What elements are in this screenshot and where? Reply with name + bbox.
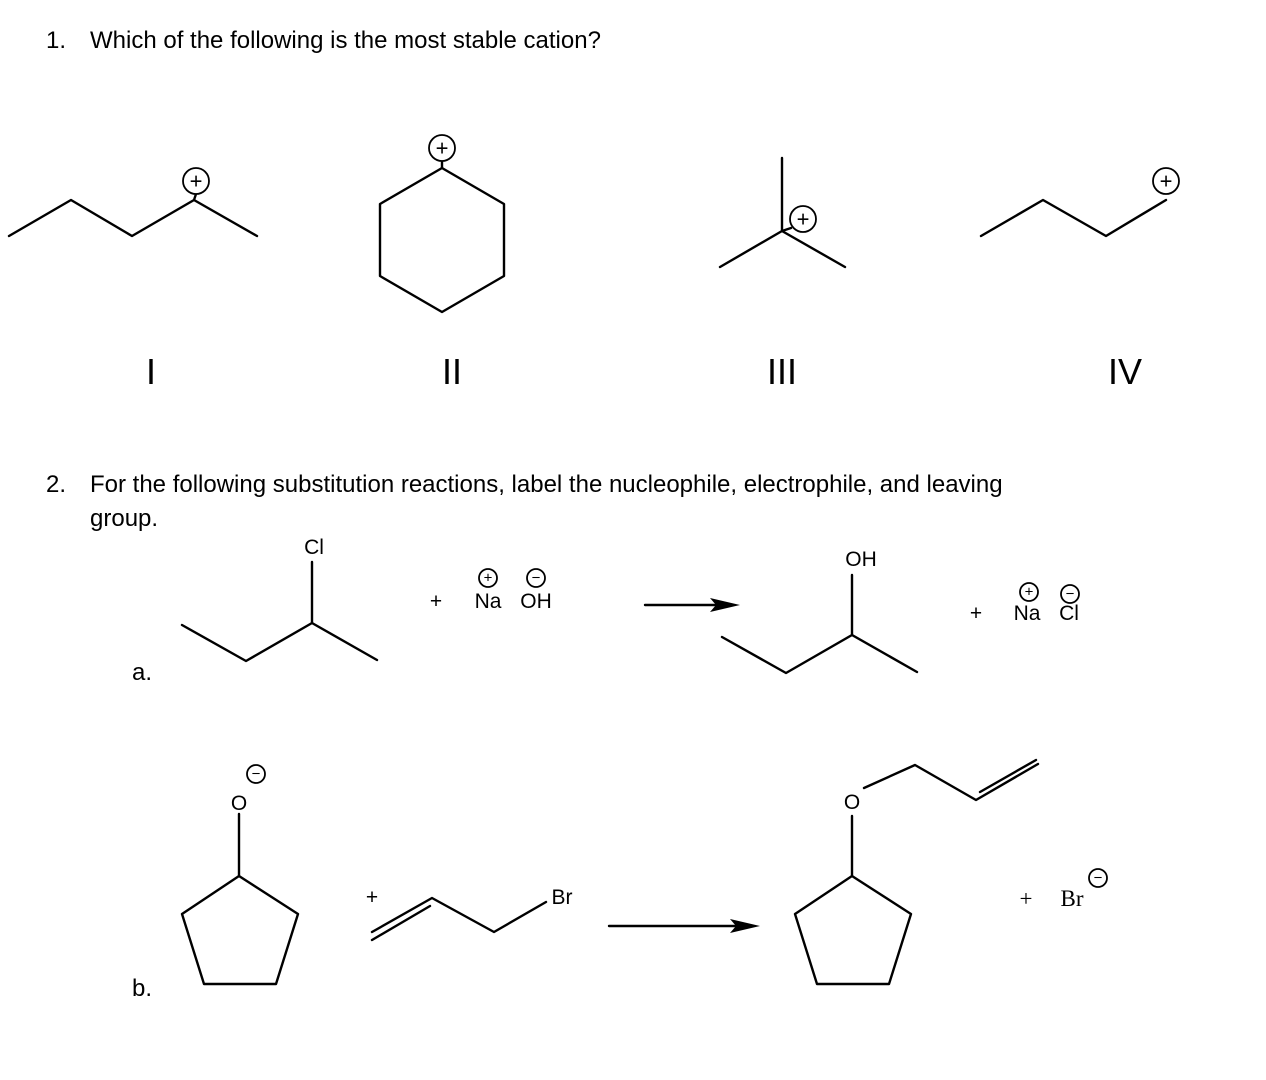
- plus-charge-symbol: +: [483, 569, 493, 587]
- minus-charge-symbol: −: [531, 569, 541, 587]
- plus-charge-symbol: +: [796, 206, 810, 232]
- reaction-b-byproduct-plus-sign: +: [1019, 886, 1033, 911]
- option-label-I: I: [145, 351, 157, 392]
- part-label-a: a.: [132, 659, 153, 686]
- plus-charge-symbol: +: [1159, 168, 1173, 194]
- question-number: 2.: [46, 471, 67, 498]
- structure-IV-chain: [981, 200, 1166, 236]
- option-label-IV: IV: [1107, 351, 1143, 392]
- reaction-a-Cl-label: Cl: [304, 536, 324, 559]
- option-label-II: II: [441, 351, 463, 392]
- reaction-a-reactant-chain: [182, 623, 377, 661]
- part-label-b: b.: [132, 975, 153, 1002]
- question-text: Which of the following is the most stable cation?: [90, 27, 601, 54]
- option-label-III: III: [766, 351, 798, 392]
- reaction-b-ether-O-label: O: [843, 791, 861, 814]
- question-number: 1.: [46, 27, 67, 54]
- minus-charge-symbol: −: [1065, 585, 1075, 603]
- structure-I-chain: [9, 200, 257, 236]
- reaction-b-alkoxide-O-label: O: [230, 792, 248, 815]
- reaction-b-allyl-double-bond: [372, 906, 430, 940]
- structure-I-charge-link: [194, 194, 196, 200]
- question-text-line-1: For the following substitution reactions, label the nucleophile, electrophile, and leaving: [90, 471, 1003, 498]
- reaction-b-product-allyl-chain: [864, 764, 1038, 800]
- reaction-a-OH-reagent-label: OH: [520, 590, 552, 613]
- plus-charge-symbol: +: [189, 168, 203, 194]
- reaction-a-product-OH-label: OH: [845, 548, 877, 571]
- reaction-b-reactant-ring: [182, 876, 298, 984]
- reaction-b-allyl-chain: [372, 898, 546, 932]
- question-text-line-2: group.: [90, 505, 159, 532]
- reaction-a-byproduct-Na-label: Na: [1013, 602, 1041, 625]
- reaction-b-product-double-bond: [980, 760, 1036, 792]
- plus-charge-symbol: +: [1024, 583, 1034, 601]
- reaction-b-plus-sign: +: [365, 886, 379, 909]
- reaction-b-product-ring: [795, 876, 911, 984]
- structure-II-ring: [380, 168, 504, 312]
- reaction-a-product-plus-sign: +: [969, 602, 983, 625]
- reaction-a-Na-label: Na: [474, 590, 502, 613]
- structure-III-charge-link: [782, 228, 791, 231]
- minus-charge-symbol: −: [251, 765, 261, 783]
- reaction-b-bromide-label: Br: [1060, 886, 1084, 911]
- reaction-a-plus-sign: +: [429, 590, 443, 613]
- structure-III-arm-left: [720, 231, 845, 267]
- plus-charge-symbol: +: [435, 135, 449, 161]
- minus-charge-symbol: −: [1093, 869, 1103, 887]
- reaction-b-Br-label: Br: [551, 886, 573, 909]
- reaction-a-product-chain: [722, 635, 917, 673]
- reaction-a-byproduct-Cl-label: Cl: [1059, 602, 1079, 625]
